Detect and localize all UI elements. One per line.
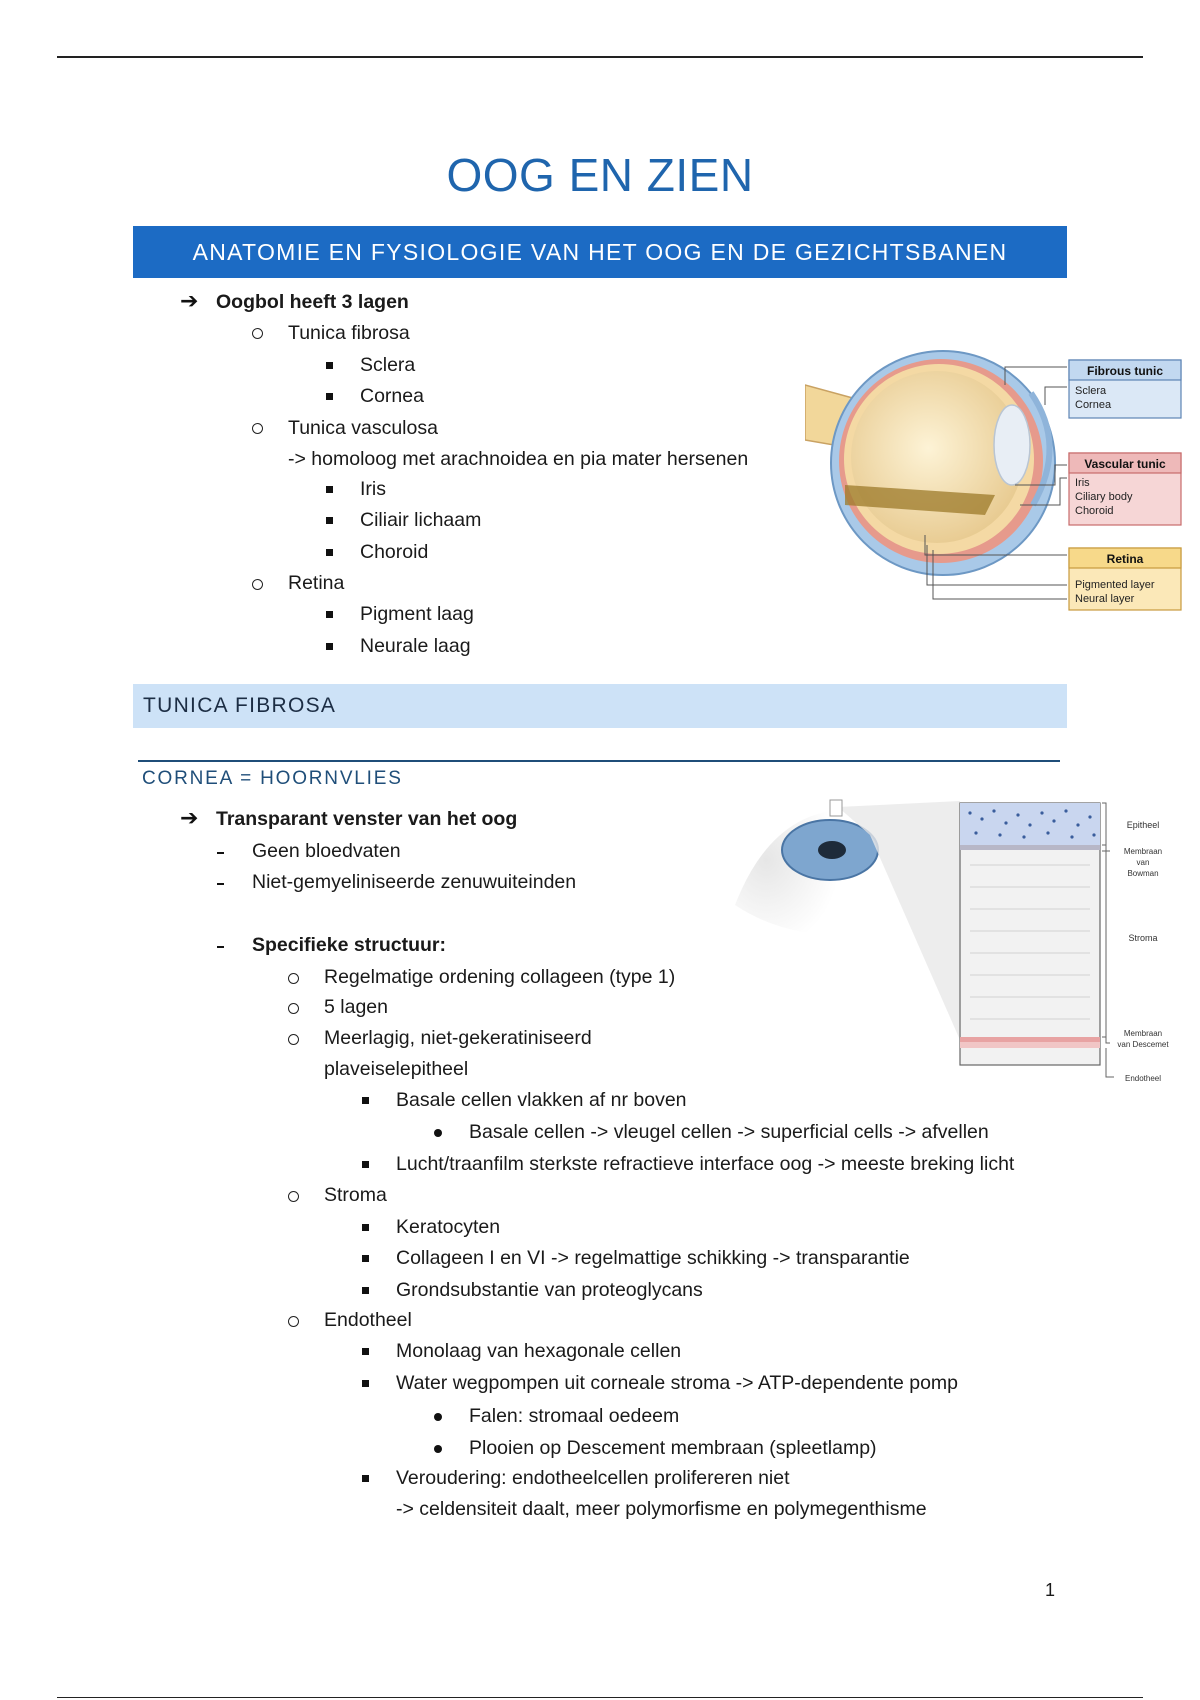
list-item-main: Oogbol heeft 3 lagen (216, 291, 409, 313)
footer-rule (57, 1697, 1143, 1698)
square-bullet-icon (362, 1255, 369, 1262)
square-bullet-icon (326, 643, 333, 650)
list-item: Basale cellen vlakken af nr boven (396, 1089, 687, 1111)
circle-bullet-icon (288, 1316, 299, 1327)
lens-shape (994, 405, 1030, 485)
square-bullet-icon (362, 1348, 369, 1355)
section-heading-tunica-fibrosa: TUNICA FIBROSA (133, 684, 1067, 728)
header-rule (57, 56, 1143, 58)
list-item: Falen: stromaal oedeem (469, 1405, 680, 1427)
bowman-label: Bowman (1127, 869, 1159, 878)
page-title: OOG EN ZIEN (446, 149, 754, 201)
fibrous-item: Cornea (1075, 399, 1112, 411)
circle-bullet-icon (288, 1003, 299, 1014)
page-number: 1 (1045, 1580, 1056, 1600)
list-item: Basale cellen -> vleugel cellen -> superficial cells -> afvellen (469, 1121, 989, 1143)
square-bullet-icon (362, 1287, 369, 1294)
list-item: Geen bloedvaten (252, 840, 401, 862)
endotheel-layer (960, 1042, 1100, 1048)
retina-item: Pigmented layer (1075, 579, 1155, 591)
eye-layers-figure (805, 345, 1185, 620)
list-item: Pigment laag (360, 603, 474, 625)
list-item: -> homoloog met arachnoidea en pia mater hersenen (288, 448, 749, 470)
square-bullet-icon (326, 393, 333, 400)
stroma-label: Stroma (1128, 933, 1158, 943)
list-item: Monolaag van hexagonale cellen (396, 1340, 682, 1362)
list-item: Endotheel (324, 1309, 412, 1331)
list-item: Tunica vasculosa (288, 417, 438, 439)
list-item: 5 lagen (324, 996, 388, 1018)
list-item: Grondsubstantie van proteoglycans (396, 1279, 703, 1301)
square-bullet-icon (326, 486, 333, 493)
list-item: Stroma (324, 1184, 387, 1206)
dot-bullet-icon (434, 1445, 442, 1453)
descemet-label: van Descemet (1117, 1040, 1169, 1049)
list-item: Iris (360, 478, 386, 500)
list-item: Keratocyten (396, 1216, 501, 1238)
circle-bullet-icon (288, 1034, 299, 1045)
vascular-item: Choroid (1075, 505, 1114, 517)
dot-bullet-icon (434, 1129, 442, 1137)
list-item: Lucht/traanfilm sterkste refractieve interface oog -> meeste breking licht (396, 1153, 1015, 1175)
circle-bullet-icon (252, 328, 263, 339)
dash-bullet-icon (217, 946, 224, 948)
list-item: Water wegpompen uit corneale stroma -> ATP-dependente pomp (396, 1372, 959, 1394)
subsection-rule (138, 760, 1060, 762)
list-item: plaveiselepitheel (324, 1058, 469, 1080)
circle-bullet-icon (252, 423, 263, 434)
bowman-layer (960, 845, 1100, 850)
square-bullet-icon (362, 1475, 369, 1482)
list-item: Plooien op Descement membraan (spleetlamp) (469, 1437, 877, 1459)
list-item: Specifieke structuur: (252, 934, 446, 956)
list-item: Regelmatige ordening collageen (type 1) (324, 966, 676, 988)
dash-bullet-icon (217, 883, 224, 885)
fibrous-tunic-title: Fibrous tunic (1087, 364, 1163, 378)
list-item: Neurale laag (360, 635, 471, 657)
vascular-item: Ciliary body (1075, 491, 1133, 503)
square-bullet-icon (362, 1097, 369, 1104)
fibrous-item: Sclera (1075, 385, 1107, 397)
circle-bullet-icon (288, 973, 299, 984)
list-item: Sclera (360, 354, 416, 376)
pupil-shape (818, 841, 846, 859)
square-bullet-icon (326, 362, 333, 369)
square-bullet-icon (326, 549, 333, 556)
list-item: Veroudering: endotheelcellen prolifereren niet (396, 1467, 790, 1489)
vascular-tunic-title: Vascular tunic (1084, 457, 1166, 471)
bowman-label: Membraan (1123, 847, 1163, 856)
list-item: Collageen I en VI -> regelmattige schikking -> transparantie (396, 1247, 910, 1269)
retina-item: Neural layer (1075, 593, 1135, 605)
square-bullet-icon (362, 1161, 369, 1168)
list-item: Retina (288, 572, 345, 594)
square-bullet-icon (326, 611, 333, 618)
list-item: Cornea (360, 385, 424, 407)
subsection-heading-cornea: CORNEA = HOORNVLIES (142, 768, 403, 789)
circle-bullet-icon (288, 1191, 299, 1202)
retina-title: Retina (1106, 552, 1144, 566)
list-item: Ciliair lichaam (360, 509, 482, 531)
arrow-bullet-icon: ➔ (180, 805, 199, 830)
arrow-bullet-icon: ➔ (180, 288, 199, 313)
descemet-label: Membraan (1123, 1029, 1163, 1038)
dot-bullet-icon (434, 1413, 442, 1421)
list-item-main: Transparant venster van het oog (216, 808, 518, 830)
section-heading-anatomie: ANATOMIE EN FYSIOLOGIE VAN HET OOG EN DE GEZICHTSBANEN (133, 226, 1067, 278)
list-item: Tunica fibrosa (288, 322, 410, 344)
endotheel-label: Endotheel (1124, 1074, 1162, 1083)
dash-bullet-icon (217, 852, 224, 854)
square-bullet-icon (362, 1380, 369, 1387)
list-item: Choroid (360, 541, 429, 563)
vascular-item: Iris (1075, 477, 1090, 489)
list-item: -> celdensiteit daalt, meer polymorfisme en polymegenthisme (396, 1498, 927, 1520)
epitheel-label: Epitheel (1126, 820, 1160, 830)
descemet-layer (960, 1037, 1100, 1042)
square-bullet-icon (326, 517, 333, 524)
bowman-label: van (1136, 858, 1150, 867)
list-item: Niet-gemyeliniseerde zenuwuiteinden (252, 871, 577, 893)
circle-bullet-icon (252, 579, 263, 590)
square-bullet-icon (362, 1224, 369, 1231)
list-item: Meerlagig, niet-gekeratiniseerd (324, 1027, 592, 1049)
cornea-layers-figure (730, 795, 1185, 1095)
